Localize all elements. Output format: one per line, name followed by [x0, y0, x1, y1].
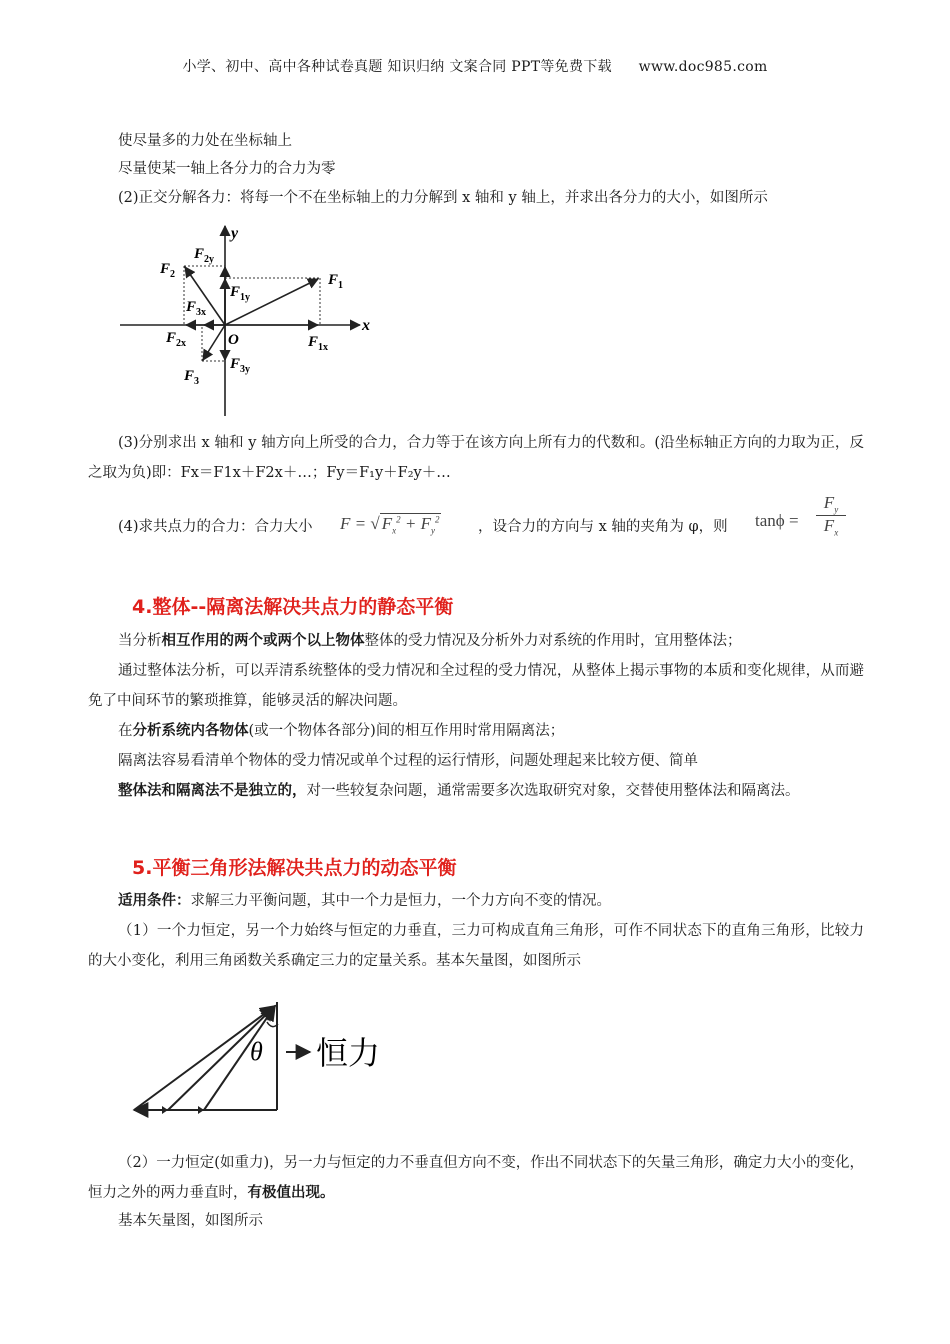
- intro-line-1: 使尽量多的力处在坐标轴上: [118, 133, 292, 149]
- label-y: y: [231, 225, 239, 242]
- resultant-arrow-3: [204, 1006, 275, 1110]
- svg-text:F2: [159, 261, 175, 280]
- svg-text:F1x: [307, 334, 328, 353]
- section-4-p2: 通过整体法分析，可以弄清系统整体的受力情况和全过程的受力情况，从整体上揭示事物的本质和变化规律，从而避免了中间环节的繁琐推算，能够灵活的解决问题。: [88, 663, 864, 709]
- section-5-p3: 基本矢量图，如图所示: [118, 1213, 263, 1229]
- label-f2x-sub: 2x: [176, 338, 187, 349]
- svg-text:F3y: [229, 356, 250, 375]
- resultant-formula: F = √ $F_x^2 + F_y^2$: [340, 514, 440, 536]
- section-4-body: [88, 626, 864, 806]
- label-origin: O: [228, 332, 239, 348]
- label-f2y-sub: 2y: [204, 254, 215, 265]
- label-f3x-sub: 3x: [196, 307, 207, 318]
- section-5-heading: 5.平衡三角形法解决共点力的动态平衡: [132, 857, 457, 879]
- step-4-middle: ，设合力的方向与 x 轴的夹角为 φ，则: [478, 519, 728, 535]
- label-f1x: F: [308, 334, 319, 350]
- label-f1x-sub: 1x: [318, 342, 329, 353]
- svg-text:F3x: [185, 299, 206, 318]
- tan-fraction: $F_y$ $F_x$: [816, 493, 846, 538]
- force-decomposition-figure: [112, 218, 382, 418]
- section-4-p3: 在分析系统内各物体(或一个物体各部分)间的相互作用时常用隔离法；: [118, 722, 565, 739]
- label-f1y-sub: 1y: [240, 292, 251, 303]
- section-4-p1: 当分析相互作用的两个或两个以上物体整体的受力情况及分析外力对系统的作用时，宜用整体法；: [118, 632, 742, 649]
- constant-force-label: 恒力: [316, 1035, 381, 1071]
- tan-label: tanϕ =: [755, 511, 799, 530]
- label-f2-sub: 2: [170, 269, 176, 280]
- label-f2x: F: [166, 330, 177, 346]
- section-4-p4: 隔离法容易看清单个物体的受力情况或单个过程的运行情形，问题处理起来比较方便、简单: [118, 753, 698, 769]
- section-4-p5: 整体法和隔离法不是独立的，对一些较复杂问题，通常需要多次选取研究对象，交替使用整体法和隔离法。: [118, 782, 800, 799]
- force-f3-arrow: [203, 325, 225, 360]
- svg-text:F1: [327, 272, 343, 291]
- label-f2y: F: [194, 246, 205, 262]
- label-f1: F: [328, 272, 339, 288]
- section-5-p1: （1）一个力恒定，另一个力始终与恒定的力垂直，三力可构成直角三角形，可作不同状态下的直角三角形，比较力的大小变化，利用三角函数关系确定三力的定量关系。基本矢量图，如图所示: [88, 923, 864, 969]
- constant-force-triangle-figure: [122, 992, 422, 1122]
- label-f3x: F: [186, 299, 197, 315]
- header-text: 小学、初中、高中各种试卷真题 知识归纳 文案合同 PPT等免费下载: [182, 59, 612, 75]
- label-f2: F: [160, 261, 171, 277]
- svg-text:F1y: [229, 284, 250, 303]
- section-5-p2: （2）一力恒定(如重力)，另一力与恒定的力不垂直但方向不变，作出不同状态下的矢量三角形，确定力大小的变化，恒力之外的两力垂直时，有极值出现。: [88, 1155, 864, 1201]
- step-2-text: (2)正交分解各力：将每一个不在坐标轴上的力分解到 x 轴和 y 轴上，并求出各分力的大小，如图所示: [118, 190, 768, 206]
- step-4-prefix: (4)求共点力的合力：合力大小: [118, 519, 313, 535]
- label-x: x: [362, 317, 370, 334]
- svg-text:F3: [183, 368, 199, 387]
- label-f1-sub: 1: [338, 280, 344, 291]
- label-f3y: F: [230, 356, 241, 372]
- label-f3: F: [184, 368, 195, 384]
- label-f1y: F: [230, 284, 241, 300]
- header-url[interactable]: www.doc985.com: [638, 59, 768, 75]
- svg-text:F2x: [165, 330, 186, 349]
- theta-label: θ: [250, 1037, 263, 1066]
- svg-text:F2y: [193, 246, 214, 265]
- label-f3-sub: 3: [194, 376, 200, 387]
- step-3-text: (3)分别求出 x 轴和 y 轴方向上所受的合力，合力等于在该方向上所有力的代数和。(沿坐标轴正方向的力取为正，反之取为负)即：Fx＝F1x＋F2x＋…；Fy＝F₁y＋F₂y＋…: [88, 435, 864, 481]
- label-f3y-sub: 3y: [240, 364, 251, 375]
- section-5-condition: 适用条件：求解三力平衡问题，其中一个力是恒力，一个力方向不变的情况。: [118, 892, 611, 909]
- section-4-heading: 4.整体--隔离法解决共点力的静态平衡: [132, 596, 454, 618]
- page-header: [0, 56, 950, 76]
- intro-line-2: 尽量使某一轴上各分力的合力为零: [118, 161, 336, 177]
